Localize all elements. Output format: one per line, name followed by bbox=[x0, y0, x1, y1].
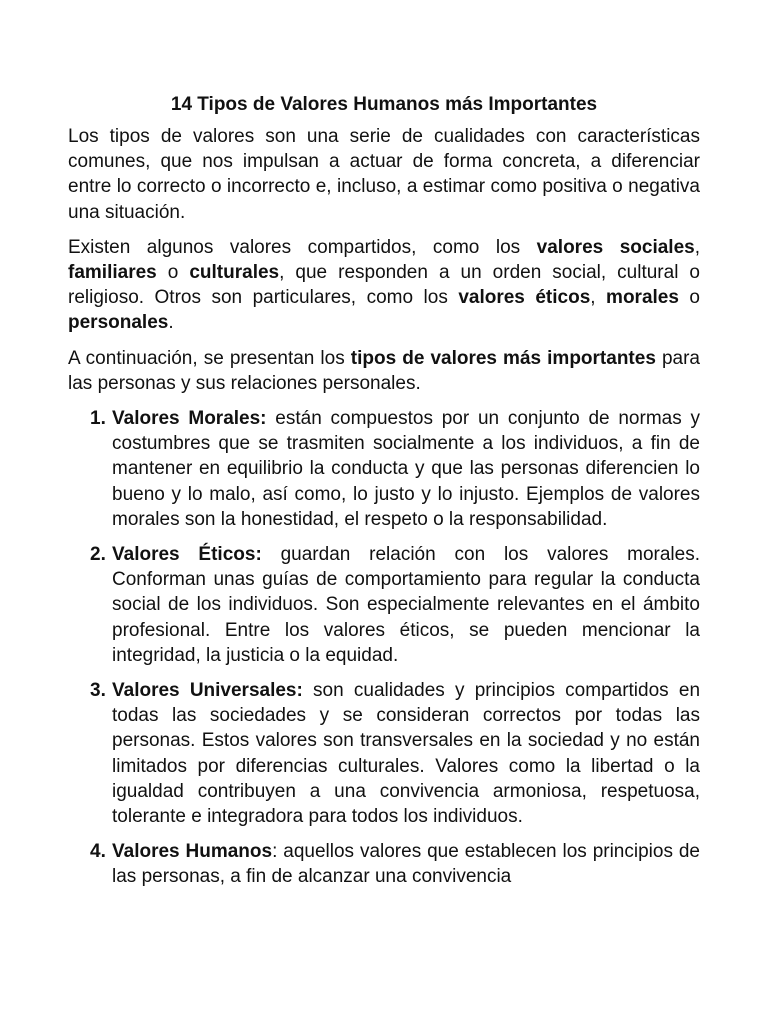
p2-text-3: o bbox=[156, 262, 190, 284]
list-item bbox=[68, 839, 700, 889]
list-item-text: son cualidades y principios compartidos en todas las sociedades y se consideran correctos por todas las personas. Estos valores son transversales en la sociedad y no están limitados por diferencias culturales. Valores como la libertad o la igualdad contribuyen a una convivencia armoniosa, respetuosa, tolerante e integradora para todos los individuos. bbox=[112, 680, 701, 828]
list-item-title: Valores Morales: bbox=[112, 408, 267, 430]
shared-values-paragraph bbox=[68, 235, 700, 336]
document-page bbox=[68, 92, 700, 900]
p2-text-2: , bbox=[694, 236, 700, 258]
types-intro-paragraph bbox=[68, 346, 700, 396]
p3-text-1: A continuación, se presentan los bbox=[68, 347, 351, 369]
p2-bold-social: valores sociales bbox=[536, 236, 695, 258]
list-item-text: están compuestos por un conjunto de normas y costumbres que se trasmiten socialmente a los individuos, a fin de mantener en equilibrio la conducta y que las personas diferencien lo bueno y lo malo, así como, lo justo y lo injusto. Ejemplos de valores morales son la honestidad, el respeto o la responsabilidad. bbox=[112, 408, 700, 530]
p2-text-5: , bbox=[590, 287, 607, 309]
list-item-number: 1. bbox=[90, 408, 106, 430]
list-item bbox=[68, 678, 700, 829]
list-item-title: Valores Éticos: bbox=[112, 544, 262, 566]
p2-text-1: Existen algunos valores compartidos, como los bbox=[68, 236, 537, 258]
list-item bbox=[68, 406, 700, 532]
p2-text-4: , que responden a un orden social, cultural o religioso. Otros son particulares, como los bbox=[68, 262, 700, 309]
p2-text-7: . bbox=[168, 312, 174, 334]
p2-text-6: o bbox=[678, 287, 700, 309]
list-item-title: Valores Humanos bbox=[112, 841, 273, 863]
document-title: 14 Tipos de Valores Humanos más Importantes bbox=[170, 94, 598, 115]
list-item-number: 4. bbox=[90, 841, 106, 863]
list-item-number: 2. bbox=[90, 544, 106, 566]
list-item-number: 3. bbox=[90, 680, 106, 702]
p2-bold-cultural: culturales bbox=[189, 262, 280, 284]
p2-bold-moral: morales bbox=[606, 287, 679, 309]
intro-paragraph: Los tipos de valores son una serie de cualidades con características comunes, que nos impulsan a actuar de forma concreta, a diferenciar entre lo correcto o incorrecto e, incluso, a estimar como positiva o negativa una situación. bbox=[68, 126, 700, 223]
p2-bold-ethical: valores éticos bbox=[458, 287, 591, 309]
list-item-text: : aquellos valores que establecen los principios de las personas, a fin de alcanzar una convivencia bbox=[112, 841, 700, 888]
values-list bbox=[68, 406, 700, 890]
p3-bold-types: tipos de valores más importantes bbox=[350, 347, 656, 369]
list-item bbox=[68, 542, 700, 668]
p2-bold-personal: personales bbox=[68, 312, 169, 334]
list-item-text: guardan relación con los valores morales. Conforman unas guías de comportamiento para regular la conducta social de los individuos. Son especialmente relevantes en el ámbito profesional. Entre los valores éticos, se pueden mencionar la integridad, la justicia o la equidad. bbox=[112, 544, 701, 666]
p2-bold-family: familiares bbox=[68, 262, 157, 284]
list-item-title: Valores Universales: bbox=[112, 680, 303, 702]
p3-text-2: para las personas y sus relaciones personales. bbox=[68, 347, 700, 394]
